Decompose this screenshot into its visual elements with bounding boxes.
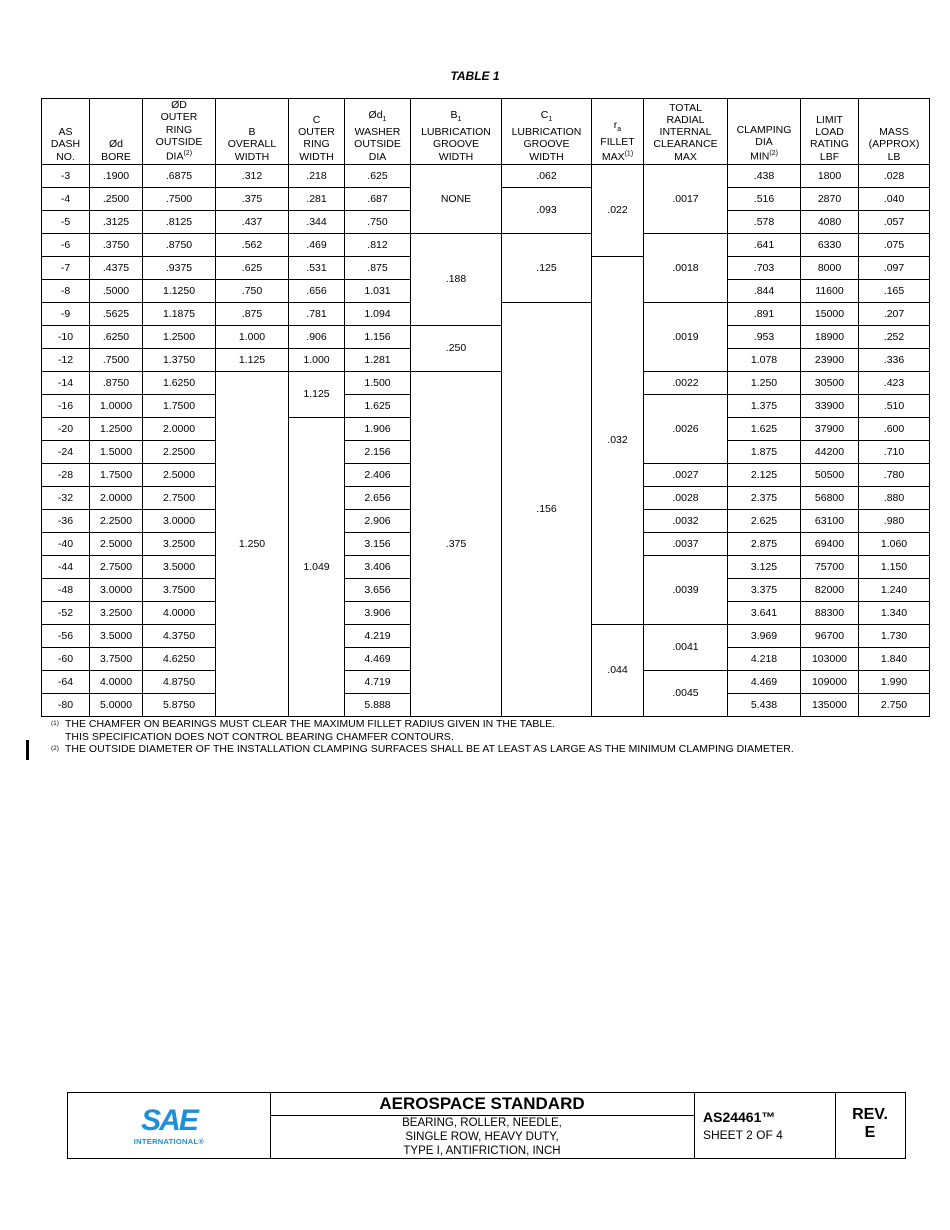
cell-bore: 3.7500 xyxy=(90,647,143,670)
cell-washer: 4.469 xyxy=(345,647,411,670)
revision: REV. E xyxy=(852,1106,888,1141)
header-dash-no: AS DASH NO. xyxy=(42,99,90,165)
cell-bore: .5000 xyxy=(90,279,143,302)
cell-washer: 2.906 xyxy=(345,509,411,532)
cell-clamp: 4.218 xyxy=(728,647,801,670)
cell-width: .750 xyxy=(216,279,289,302)
cell-clr-merged: .0022 xyxy=(644,371,728,394)
cell-od: .9375 xyxy=(143,256,216,279)
cell-clr-merged: .0019 xyxy=(644,302,728,371)
cell-c-merged: 1.049 xyxy=(289,417,345,716)
cell-fillet-merged: .044 xyxy=(592,624,644,716)
cell-od: 1.3750 xyxy=(143,348,216,371)
cell-clamp: 1.250 xyxy=(728,371,801,394)
cell-od: 3.5000 xyxy=(143,555,216,578)
cell-washer: .687 xyxy=(345,187,411,210)
cell-bore: 1.2500 xyxy=(90,417,143,440)
cell-bore: 2.2500 xyxy=(90,509,143,532)
cell-dash: -80 xyxy=(42,693,90,716)
cell-clr-merged: .0032 xyxy=(644,509,728,532)
cell-load: 1800 xyxy=(801,164,859,187)
cell-mass: .336 xyxy=(859,348,930,371)
standard-title: AEROSPACE STANDARD xyxy=(270,1093,694,1116)
cell-clamp: .438 xyxy=(728,164,801,187)
header-b1-groove-width: $B_1$ LUBRICATION GROOVE WIDTH xyxy=(411,99,502,165)
cell-mass: 1.240 xyxy=(859,578,930,601)
cell-clamp: 1.375 xyxy=(728,394,801,417)
cell-od: 4.0000 xyxy=(143,601,216,624)
cell-clr-merged: .0027 xyxy=(644,463,728,486)
cell-c: .906 xyxy=(289,325,345,348)
cell-clamp: .844 xyxy=(728,279,801,302)
cell-clr-merged: .0039 xyxy=(644,555,728,624)
cell-clr-merged: .0045 xyxy=(644,670,728,716)
cell-clamp: 4.469 xyxy=(728,670,801,693)
document-description: BEARING, ROLLER, NEEDLE, SINGLE ROW, HEAVY DUTY, TYPE I, ANTIFRICTION, INCH xyxy=(402,1117,562,1157)
cell-od: 3.0000 xyxy=(143,509,216,532)
cell-load: 4080 xyxy=(801,210,859,233)
cell-od: 1.1875 xyxy=(143,302,216,325)
cell-bore: .4375 xyxy=(90,256,143,279)
cell-load: 18900 xyxy=(801,325,859,348)
cell-od: 4.6250 xyxy=(143,647,216,670)
cell-dash: -4 xyxy=(42,187,90,210)
cell-washer: 2.406 xyxy=(345,463,411,486)
cell-dash: -60 xyxy=(42,647,90,670)
cell-c1-merged: .062 xyxy=(502,164,592,187)
cell-b1-merged: .250 xyxy=(411,325,502,371)
cell-bore: 3.5000 xyxy=(90,624,143,647)
cell-clamp: 5.438 xyxy=(728,693,801,716)
document-number: AS24461™ xyxy=(703,1109,776,1125)
cell-bore: .5625 xyxy=(90,302,143,325)
cell-mass: .028 xyxy=(859,164,930,187)
header-mass: MASS (APPROX) LB xyxy=(859,99,930,165)
cell-width: .437 xyxy=(216,210,289,233)
cell-c: .531 xyxy=(289,256,345,279)
cell-washer: .875 xyxy=(345,256,411,279)
cell-c1-merged: .125 xyxy=(502,233,592,302)
cell-washer: 1.031 xyxy=(345,279,411,302)
cell-b1-merged: .375 xyxy=(411,371,502,716)
sheet-number: SHEET 2 OF 4 xyxy=(703,1128,783,1142)
cell-mass: 1.990 xyxy=(859,670,930,693)
cell-washer: .625 xyxy=(345,164,411,187)
cell-clr-merged: .0018 xyxy=(644,233,728,302)
cell-clamp: 3.969 xyxy=(728,624,801,647)
table-row xyxy=(42,371,930,394)
cell-bore: 1.0000 xyxy=(90,394,143,417)
table-row xyxy=(42,164,930,187)
cell-mass: .075 xyxy=(859,233,930,256)
cell-washer: 2.156 xyxy=(345,440,411,463)
cell-mass: 2.750 xyxy=(859,693,930,716)
cell-washer: 4.219 xyxy=(345,624,411,647)
cell-load: 33900 xyxy=(801,394,859,417)
sae-logo: SAE INTERNATIONAL® xyxy=(68,1093,271,1158)
cell-dash: -40 xyxy=(42,532,90,555)
cell-b1-merged: NONE xyxy=(411,164,502,233)
header-overall-width: B OVERALL WIDTH xyxy=(216,99,289,165)
header-limit-load: LIMIT LOAD RATING LBF xyxy=(801,99,859,165)
cell-bore: 2.5000 xyxy=(90,532,143,555)
cell-mass: 1.060 xyxy=(859,532,930,555)
cell-dash: -36 xyxy=(42,509,90,532)
cell-width: .625 xyxy=(216,256,289,279)
cell-dash: -8 xyxy=(42,279,90,302)
cell-mass: .980 xyxy=(859,509,930,532)
cell-load: 69400 xyxy=(801,532,859,555)
cell-width: .875 xyxy=(216,302,289,325)
cell-bore: .6250 xyxy=(90,325,143,348)
header-outer-ring-od: ØD OUTER RING OUTSIDE DIA$^{(2)}$ xyxy=(143,99,216,165)
cell-clamp: 2.625 xyxy=(728,509,801,532)
cell-od: .8750 xyxy=(143,233,216,256)
header-clamping-dia: CLAMPING DIA MIN$^{(2)}$ xyxy=(728,99,801,165)
cell-mass: .423 xyxy=(859,371,930,394)
cell-dash: -28 xyxy=(42,463,90,486)
cell-load: 23900 xyxy=(801,348,859,371)
cell-od: 1.1250 xyxy=(143,279,216,302)
cell-clamp: .641 xyxy=(728,233,801,256)
cell-c-merged: 1.125 xyxy=(289,371,345,417)
revision-change-bar xyxy=(26,740,29,760)
cell-dash: -10 xyxy=(42,325,90,348)
cell-load: 135000 xyxy=(801,693,859,716)
cell-load: 109000 xyxy=(801,670,859,693)
cell-clamp: 2.875 xyxy=(728,532,801,555)
cell-mass: .252 xyxy=(859,325,930,348)
cell-washer: 1.281 xyxy=(345,348,411,371)
cell-clamp: .953 xyxy=(728,325,801,348)
cell-c: .344 xyxy=(289,210,345,233)
cell-load: 103000 xyxy=(801,647,859,670)
cell-load: 75700 xyxy=(801,555,859,578)
cell-clamp: 2.125 xyxy=(728,463,801,486)
cell-load: 30500 xyxy=(801,371,859,394)
cell-washer: 1.906 xyxy=(345,417,411,440)
cell-c: .656 xyxy=(289,279,345,302)
cell-mass: .600 xyxy=(859,417,930,440)
cell-bore: 4.0000 xyxy=(90,670,143,693)
cell-washer: 5.888 xyxy=(345,693,411,716)
cell-od: .8125 xyxy=(143,210,216,233)
cell-dash: -44 xyxy=(42,555,90,578)
cell-c: .469 xyxy=(289,233,345,256)
cell-dash: -7 xyxy=(42,256,90,279)
cell-width: 1.125 xyxy=(216,348,289,371)
cell-fillet-merged: .032 xyxy=(592,256,644,624)
cell-bore: .1900 xyxy=(90,164,143,187)
cell-clr-merged: .0017 xyxy=(644,164,728,233)
cell-clr-merged: .0041 xyxy=(644,624,728,670)
cell-od: 3.2500 xyxy=(143,532,216,555)
cell-clamp: 3.125 xyxy=(728,555,801,578)
cell-bore: 3.2500 xyxy=(90,601,143,624)
cell-od: 1.2500 xyxy=(143,325,216,348)
table-body xyxy=(42,164,930,716)
cell-clamp: 3.641 xyxy=(728,601,801,624)
cell-mass: .710 xyxy=(859,440,930,463)
cell-load: 56800 xyxy=(801,486,859,509)
header-radial-clearance: TOTAL RADIAL INTERNAL CLEARANCE MAX xyxy=(644,99,728,165)
cell-bore: 3.0000 xyxy=(90,578,143,601)
cell-width: 1.000 xyxy=(216,325,289,348)
cell-b1-merged: .188 xyxy=(411,233,502,325)
cell-bore: .2500 xyxy=(90,187,143,210)
cell-od: 5.8750 xyxy=(143,693,216,716)
cell-load: 11600 xyxy=(801,279,859,302)
cell-mass: 1.840 xyxy=(859,647,930,670)
cell-dash: -24 xyxy=(42,440,90,463)
cell-od: 4.8750 xyxy=(143,670,216,693)
cell-od: 2.0000 xyxy=(143,417,216,440)
cell-od: 1.6250 xyxy=(143,371,216,394)
cell-bore: .8750 xyxy=(90,371,143,394)
cell-mass: .780 xyxy=(859,463,930,486)
cell-od: .6875 xyxy=(143,164,216,187)
cell-width: .312 xyxy=(216,164,289,187)
footnote-2: $^{(2)}$ THE OUTSIDE DIAMETER OF THE INSTALLATION CLAMPING SURFACES SHALL BE AT LEAST AS LARGE AS THE MINIMUM CLAMPING DIAMETER. xyxy=(51,743,794,755)
table-title: TABLE 1 xyxy=(450,69,500,83)
header-c1-groove-width: $C_1$ LUBRICATION GROOVE WIDTH xyxy=(502,99,592,165)
cell-load: 50500 xyxy=(801,463,859,486)
cell-dash: -3 xyxy=(42,164,90,187)
cell-mass: 1.150 xyxy=(859,555,930,578)
cell-load: 8000 xyxy=(801,256,859,279)
cell-od: 4.3750 xyxy=(143,624,216,647)
cell-clr-merged: .0037 xyxy=(644,532,728,555)
cell-clamp: 1.078 xyxy=(728,348,801,371)
cell-load: 88300 xyxy=(801,601,859,624)
cell-clamp: 1.875 xyxy=(728,440,801,463)
header-bore: Ød BORE xyxy=(90,99,143,165)
cell-load: 82000 xyxy=(801,578,859,601)
cell-washer: 3.906 xyxy=(345,601,411,624)
bearing-dimension-table xyxy=(41,98,930,717)
cell-load: 6330 xyxy=(801,233,859,256)
cell-clamp: .516 xyxy=(728,187,801,210)
cell-bore: .7500 xyxy=(90,348,143,371)
cell-dash: -16 xyxy=(42,394,90,417)
table-row xyxy=(42,233,930,256)
cell-mass: .097 xyxy=(859,256,930,279)
cell-mass: 1.730 xyxy=(859,624,930,647)
cell-dash: -14 xyxy=(42,371,90,394)
cell-load: 15000 xyxy=(801,302,859,325)
cell-mass: 1.340 xyxy=(859,601,930,624)
cell-dash: -9 xyxy=(42,302,90,325)
cell-clamp: .891 xyxy=(728,302,801,325)
cell-clamp: 2.375 xyxy=(728,486,801,509)
cell-dash: -5 xyxy=(42,210,90,233)
cell-washer: 4.719 xyxy=(345,670,411,693)
cell-dash: -56 xyxy=(42,624,90,647)
cell-width-merged: 1.250 xyxy=(216,371,289,716)
cell-c: .218 xyxy=(289,164,345,187)
table-row xyxy=(42,325,930,348)
cell-clamp: 3.375 xyxy=(728,578,801,601)
cell-dash: -6 xyxy=(42,233,90,256)
header-outer-ring-width: C OUTER RING WIDTH xyxy=(289,99,345,165)
cell-load: 63100 xyxy=(801,509,859,532)
cell-od: 2.5000 xyxy=(143,463,216,486)
footnote-1: $^{(1)}$ THE CHAMFER ON BEARINGS MUST CLEAR THE MAXIMUM FILLET RADIUS GIVEN IN THE TABLE. THIS SPECIFICATION DOES NOT CONTROL BEARING CHAMFER CONTOURS. xyxy=(51,718,556,743)
cell-od: 2.2500 xyxy=(143,440,216,463)
footnotes xyxy=(51,718,794,758)
cell-fillet-merged: .022 xyxy=(592,164,644,256)
cell-mass: .207 xyxy=(859,302,930,325)
cell-load: 44200 xyxy=(801,440,859,463)
cell-clamp: .703 xyxy=(728,256,801,279)
cell-c1-merged: .156 xyxy=(502,302,592,716)
cell-dash: -48 xyxy=(42,578,90,601)
cell-bore: 1.7500 xyxy=(90,463,143,486)
cell-c1-merged: .093 xyxy=(502,187,592,233)
cell-washer: .812 xyxy=(345,233,411,256)
cell-clamp: .578 xyxy=(728,210,801,233)
cell-bore: 1.5000 xyxy=(90,440,143,463)
cell-dash: -64 xyxy=(42,670,90,693)
cell-od: .7500 xyxy=(143,187,216,210)
cell-dash: -32 xyxy=(42,486,90,509)
cell-washer: 1.500 xyxy=(345,371,411,394)
cell-washer: .750 xyxy=(345,210,411,233)
cell-mass: .057 xyxy=(859,210,930,233)
cell-washer: 1.625 xyxy=(345,394,411,417)
header-washer-od: $Ød_1$ WASHER OUTSIDE DIA xyxy=(345,99,411,165)
cell-bore: 2.7500 xyxy=(90,555,143,578)
cell-mass: .510 xyxy=(859,394,930,417)
cell-mass: .040 xyxy=(859,187,930,210)
cell-bore: 5.0000 xyxy=(90,693,143,716)
cell-od: 3.7500 xyxy=(143,578,216,601)
cell-load: 2870 xyxy=(801,187,859,210)
cell-bore: .3125 xyxy=(90,210,143,233)
cell-od: 2.7500 xyxy=(143,486,216,509)
cell-c: .781 xyxy=(289,302,345,325)
cell-clr-merged: .0026 xyxy=(644,394,728,463)
cell-washer: 3.156 xyxy=(345,532,411,555)
cell-dash: -20 xyxy=(42,417,90,440)
cell-bore: .3750 xyxy=(90,233,143,256)
cell-width: .562 xyxy=(216,233,289,256)
cell-clamp: 1.625 xyxy=(728,417,801,440)
cell-mass: .165 xyxy=(859,279,930,302)
cell-dash: -52 xyxy=(42,601,90,624)
cell-bore: 2.0000 xyxy=(90,486,143,509)
cell-od: 1.7500 xyxy=(143,394,216,417)
cell-washer: 1.094 xyxy=(345,302,411,325)
cell-dash: -12 xyxy=(42,348,90,371)
cell-mass: .880 xyxy=(859,486,930,509)
cell-load: 96700 xyxy=(801,624,859,647)
header-fillet-max: $r_a$ FILLET MAX$^{(1)}$ xyxy=(592,99,644,165)
cell-c: 1.000 xyxy=(289,348,345,371)
cell-washer: 3.656 xyxy=(345,578,411,601)
cell-clr-merged: .0028 xyxy=(644,486,728,509)
cell-washer: 3.406 xyxy=(345,555,411,578)
cell-width: .375 xyxy=(216,187,289,210)
title-block xyxy=(67,1092,906,1159)
table-header xyxy=(42,99,930,165)
cell-washer: 2.656 xyxy=(345,486,411,509)
cell-washer: 1.156 xyxy=(345,325,411,348)
cell-load: 37900 xyxy=(801,417,859,440)
cell-c: .281 xyxy=(289,187,345,210)
